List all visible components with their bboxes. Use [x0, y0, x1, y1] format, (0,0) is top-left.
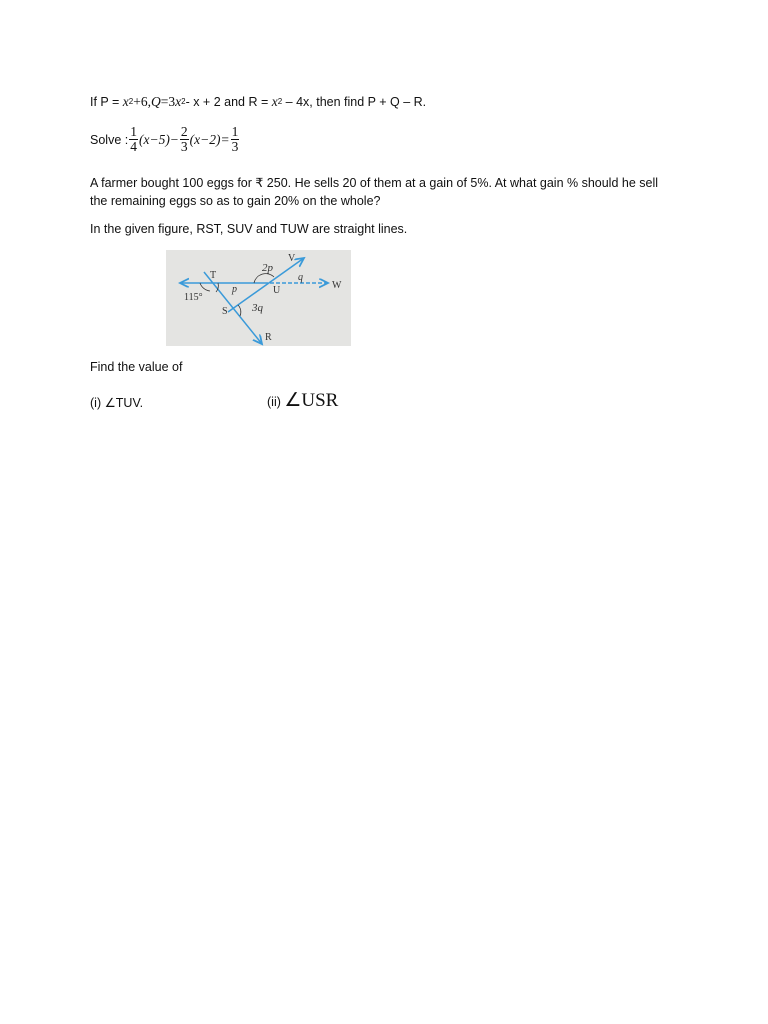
q2-fraction-2 — [180, 125, 189, 154]
q1-q-label: Q — [150, 94, 161, 109]
question-2 — [90, 125, 240, 154]
q2-f1-den: 4 — [130, 139, 137, 154]
label-q: q — [298, 272, 303, 283]
q1-q-x: x — [175, 94, 182, 109]
q2-f3-den: 3 — [231, 139, 239, 154]
label-v: V — [288, 253, 296, 264]
q2-f2-den: 3 — [180, 139, 188, 154]
label-2p: 2p — [262, 262, 273, 274]
q4-part-1: (i) ∠TUV. — [90, 396, 144, 410]
label-t: T — [210, 270, 217, 281]
label-s: S — [222, 306, 228, 317]
label-3q: 3q — [252, 302, 263, 314]
geometry-figure-svg — [166, 250, 351, 346]
q4-statement: In the given figure, RST, SUV and TUW are straight lines. — [90, 222, 408, 236]
label-u: U — [273, 285, 281, 296]
q3-line-2: the remaining eggs so as to gain 20% on the whole? — [90, 194, 381, 208]
q1-p-x: x — [122, 94, 129, 109]
q4-part-2-math: ∠USR — [284, 390, 339, 411]
label-115: 115° — [184, 292, 203, 303]
q2-term-2: (x−2)= — [189, 131, 230, 147]
q1-suffix: – 4x, then find P + Q – R. — [282, 95, 427, 109]
q1-sep: , — [147, 94, 151, 109]
q4-find: Find the value of — [90, 360, 183, 374]
q2-f1-num: 1 — [130, 124, 137, 139]
q1-q-coef: =3 — [160, 94, 176, 109]
q1-r-sup: 2 — [277, 97, 283, 106]
q2-f3-num: 1 — [231, 124, 239, 139]
q1-q-sup: 2 — [181, 97, 186, 106]
q1-p-sup: 2 — [128, 97, 134, 106]
arc-115 — [200, 283, 210, 291]
geometry-figure — [166, 250, 351, 346]
q1-p-tail: +6 — [133, 94, 148, 109]
q1-r-x: x — [271, 94, 278, 109]
q4-part-2-prefix: (ii) — [267, 395, 285, 409]
q2-fraction-1 — [129, 125, 138, 154]
question-1 — [90, 94, 426, 110]
q1-q-rest: - x + 2 and R = — [185, 95, 272, 109]
label-w: W — [332, 280, 342, 291]
question-3 — [90, 174, 680, 210]
q4-part-2 — [267, 389, 338, 412]
q3-line-1: A farmer bought 100 eggs for ₹ 250. He sells 20 of them at a gain of 5%. At what gain % should he sell — [90, 176, 659, 190]
label-r: R — [265, 332, 272, 343]
q2-term-1: (x−5)− — [138, 131, 179, 147]
q1-prefix: If P = — [90, 95, 123, 109]
q2-label: Solve : — [90, 132, 129, 147]
q2-fraction-3 — [231, 125, 240, 154]
label-p: p — [232, 284, 237, 295]
q2-f2-num: 2 — [180, 124, 188, 139]
